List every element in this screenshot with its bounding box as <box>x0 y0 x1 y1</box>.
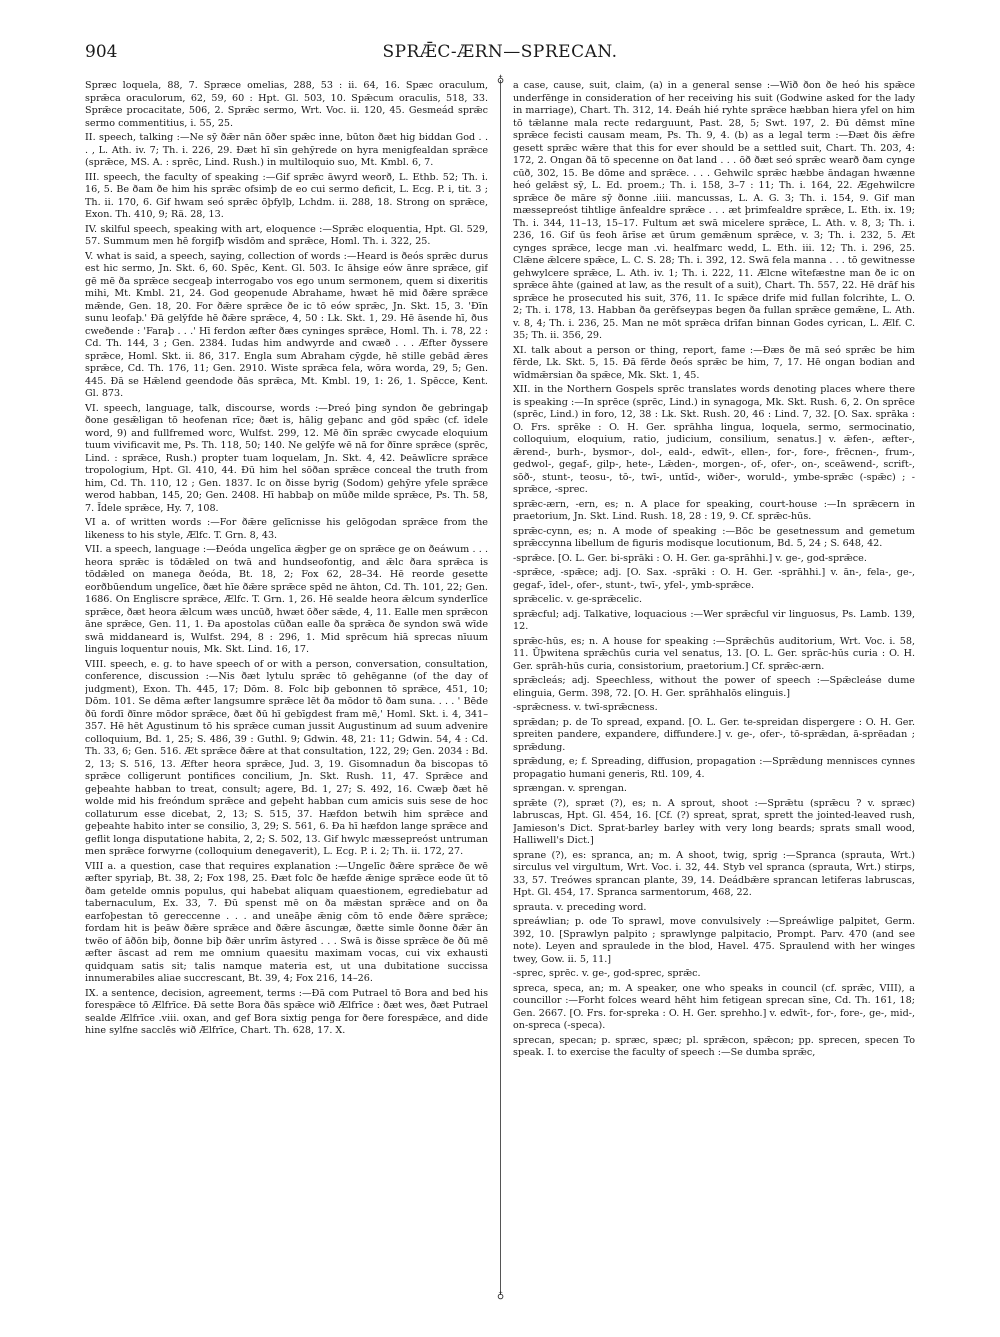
entry-paragraph: VIII a. a question, case that requires explanation :—Ungelīc ðǣre sprǣce ðe wē æfter spyriaþ, Bt. 38, 2; Fox 198, 25. Ðæt folc ðe hæfde ǣnige sprǣce eode ūt tō ðam getelde omnis populus, qui habebat aliquam quaestionem, egrediebatur ad tabernaculum, Ex. 33, 7. Ðū spenst mē on ða mǣstan sprǣce and on ða earfoþestan tō gereccenne . . . and uneāþe ǣnig cōm tō ende ðǣre sprǣce; fordam hit is þeāw ðǣre sprǣce and ðǣre āscungæ, ðætte simle ðonne ðǣr ān twëo of āðōn biþ, ðonne biþ ðǣr unrīm āstyred . . . Swā is ðisse sprǣce ðe ðū mē æfter āscast ad rem me omnium quaesitu maximam vocas, cui vix exhausti quidquam satis sit; talis namque materia est, ut una dubitatione succissa innumerabiles aliae succrescant, Bt. 39, 4; Fox 216, 14–26. <box>85 860 488 984</box>
dictionary-entry: sprǣc-ærn, -ern, es; n. A place for speaking, court-house :—In sprǣcern in praetorium, Jn. Skt. Lind. Rush. 18, 28 : 19, 9. Cf. sprǣc-hūs. <box>513 498 915 522</box>
entry-paragraph: V. what is said, a speech, saying, collection of words :—Heard is ðeós sprǣc durus est hic sermo, Jn. Skt. 6, 60. Spēc, Kent. Gl. 503. Ic āhsige eów ānre sprǣce, gif gē mē ða sprǣce secgeaþ interrogabo vos ego unum sermonem, quem si dixeritis mihi, Mt. Kmbl. 21, 24. God geopenude Abrahame, hwæt hē mid ðǣre sprǣce mǣnde, Gen. 18, 20. For ðǣre sprǣce ðe ic tō eów sprǣc, Jn. Skt. 15, 3. 'Ðīn sunu leofaþ.' Ðā gelȳfde hē ðǣre sprǣce, 4, 50 : Lk. Skt. 1, 29. Hē āsende hī, ðus cweðende : 'Faraþ . . .' Hī ferdon æfter ðæs cyninges sprǣce, Homl. Th. i. 78, 22 : Cd. Th. 144, 3 ; Gen. 2384. Iudas him andwyrde and cwæð . . . Æfter ðyssere sprǣce, Homl. Skt. ii. 86, 317. Engla sum Abraham cȳgde, hē stille gebād ǣres sprǣce, Cd. Th. 176, 11; Gen. 2910. Wiste sprǣca fela, wōra worda, 29, 5; Gen. 445. Ðā se Hǣlend geendode ðās sprǣca, Mt. Kmbl. 19, 1: 26, 1. Spēcce, Kent. Gl. 873. <box>85 250 488 399</box>
divider-bottom-ornament: ♁ <box>496 1290 505 1301</box>
entry-paragraph: VIII. speech, e. g. to have speech of or with a person, conversation, consultation, conference, discussion :—Nis ðæt lytulu sprǣc tō gehēganne (of the day of judgment), Exon. Th. 445, 17; Dōm. 8. Folc biþ gebonnen tō sprǣce, 451, 10; Dōm. 101. Se dēma æfter langsumre sprǣce lēt ða mōdor tō ðam suna. . . . ' Bēde ðū fordī ðīnre mōdor sprǣce, ðæt ðū hī gebīgdest fram mē,' Homl. Skt. i. 4, 341–357. Hē hēt Agustinum tō his sprǣce cuman jussit Augustinum ad suum advenire colloquium, Bd. 1, 25; S. 486, 39 : Guthl. 9; Gdwin. 48, 21: 11; Gdwin. 54, 4 : Cd. Th. 33, 6; Gen. 516. Æt sprǣce ðǣre at that consultation, 122, 29; Gen. 2034 : Bd. 2, 13; S. 516, 13. Æfter heora sprǣce, Jud. 3, 19. Gisomnadun ða biscopas tō sprǣce colligerunt pontifices concilium, Jn. Skt. Rush. 11, 47. Sprǣce and geþeahte habban to treat, consult; agere, Bd. 1, 27; S. 492, 16. Cwæþ ðæt hē wolde mid his freóndum sprǣce and geþeht habban cum amicis suis sese de hoc collaturum esse dicebat, 2, 13; S. 515, 37. Hæfdon betwih him sprǣce and geþeahte habito inter se consilio, 3, 29; S. 561, 6. Ða hī hæfdon lange sprǣce and geflit longa disputatione habita, 2, 2; S. 502, 13. Gif hwylc mæssepreóst untruman men sprǣce forwyrne (colloquium denegaverit), L. Ecg. P. i. 2; Th. ii. 172, 27. <box>85 658 488 857</box>
dictionary-entry: sprǣc-cynn, es; n. A mode of speaking :—Bōc be gesetnessum and gemetum sprǣccynna libellum de figuris modisque locutionum, Bd. 5, 24 ; S. 648, 42. <box>513 525 915 549</box>
entry-paragraph: III. speech, the faculty of speaking :—Gif sprǣc āwyrd weorð, L. Ethb. 52; Th. i. 16, 5. Be ðam ðe him his sprǣc ofsimþ de eo cui sermo deficit, L. Ecg. P. i, tit. 3 ; Th. ii. 170, 6. Gif hwam seó sprǣc ōþfylþ, Lchdm. ii. 288, 18. Strong on sprǣce, Exon. Th. 410, 9; Rä. 28, 13. <box>85 171 488 220</box>
dictionary-entry: sprauta. v. preceding word. <box>513 901 647 913</box>
dictionary-entry: -sprǣce. [O. L. Ger. bi-sprāki : O. H. Ger. ga-sprāhhi.] v. ge-, god-sprǣce. <box>513 552 867 564</box>
dictionary-entry: sprǣcelic. v. ge-sprǣcelic. <box>513 594 643 605</box>
page-number: 904 <box>85 42 118 62</box>
entry-paragraph: II. speech, talking :—Ne sȳ ðǣr nān ōðer spǣc inne, būton ðæt hig biddan God . . . , L. Ath. iv. 7; Th. i. 226, 29. Ðæt hī sīn gehȳrede on hyra menigfealdan sprǣce (sprǣce, MS. A. : sprēc, Lind. Rush.) in multiloquio suo, Mt. Kmbl. 6, 7. <box>85 132 488 168</box>
dictionary-entry: -sprec, sprēc. v. ge-, god-sprec, sprǣc. <box>513 968 701 979</box>
dictionary-entry: spreca, speca, an; m. A speaker, one who speaks in council (cf. sprǣc, VIII), a councillor :—Forht folces weard hēht him fetigean sprecan sīne, Cd. Th. 161, 18; Gen. 2667. [O. Frs. for-spreka : O. H. Ger. sprehho.] v. edwīt-, for-, fore-, ge-, mid-, on-spreca (-speca). <box>513 982 915 1031</box>
column-divider <box>500 80 501 1295</box>
right-column <box>513 80 915 1280</box>
left-column <box>85 80 488 1280</box>
dictionary-entry: sprǣc-hūs, es; n. A house for speaking :—Sprǣchūs auditorium, Wrt. Voc. i. 58, 11. Ūþwitena sprǣchūs curia vel senatus, 13. [O. L. Ger. sprāc-hūs curia : O. H. Ger. sprāh-hūs curia, consistorium, praetorium.] Cf. sprǣc-ærn. <box>513 635 915 672</box>
running-head: SPRǢC-ÆRN—SPRECAN. <box>382 42 618 62</box>
entry-paragraph: VI a. of written words :—For ðǣre gelīcnisse his gelōgodan sprǣce from the likeness to his style, Ælfc. T. Grn. 8, 43. <box>85 517 488 541</box>
entry-paragraph: XII. in the Northern Gospels sprēc translates words denoting places where there is speaking :—In sprēce (sprēc, Lind.) in synagoga, Mk. Skt. Rush. 6, 2. On sprēce (sprēc, Lind.) in foro, 12, 38 : Lk. Skt. Rush. 20, 46 : Lind. 7, 32. [O. Sax. sprāka : O. Frs. sprēke : O. H. Ger. sprāhha lingua, loquela, sermo, sermocinatio, colloquium, eloquium, ratio, judicium, consilium, senatus.] v. ǣfen-, æfter-, ǣrend-, burh-, bysmor-, dol-, eald-, edwīt-, ellen-, for-, fore-, frēcnen-, frum-, gedwol-, gegaf-, gilp-, hete-, Lǣden-, morgen-, of-, ofer-, on-, sceāwend-, scrift-, sōð-, stunt-, teosu-, tō-, twī-, untīd-, wiðer-, woruld-, ymbe-sprǣc (-spǣc) ; -sprǣce, -sprec. <box>513 384 915 495</box>
dictionary-entry: sprane (?), es: spranca, an; m. A shoot, twig, sprig :—Spranca (sprauta, Wrt.) sirculus vel virgultum, Wrt. Voc. i. 32, 44. Styb vel spranca (sprauta, Wrt.) stirps, 33, 57. Treówes sprancan plante, 39, 14. Deádbǣre sprancan letiferas labruscas, Hpt. Gl. 454, 17. Spranca sarmentorum, 468, 22. <box>513 849 915 898</box>
dictionary-entry: -sprǣcness. v. twī-sprǣcness. <box>513 702 658 713</box>
entry-paragraph: IV. skilful speech, speaking with art, eloquence :—Sprǣc eloquentia, Hpt. Gl. 529, 57. Summum men hē forgifþ wīsdōm and sprǣce, Homl. Th. i. 322, 25. <box>85 223 488 247</box>
dictionary-entry: spreáwlian; p. ode To sprawl, move convulsively :—Spreáwlige palpitet, Germ. 392, 10. [Sprawlyn palpito ; sprawlynge palpitacio, Prompt. Parv. 470 (and see note). Leyen and spraulede in the blod, Havel. 475. Spraulend with her winges twey, Gow. ii. 5, 11.] <box>513 916 915 965</box>
dictionary-entry: sprǣcful; adj. Talkative, loquacious :—Wer sprǣcful vir linguosus, Ps. Lamb. 139, 12. <box>513 608 915 632</box>
entry-paragraph: VI. speech, language, talk, discourse, words :—Þreó þing syndon ðe gebringaþ ðone gesǣligan tō heofenan rīce; ðæt is, hālig geþanc and gōd spǣc (cf. īdele word, 9) and fullfremed worc, Wulfst. 299, 12. Mē ðīn sprǣc cwycade eloquium tuum vivificavit me, Ps. Th. 118, 50; 140. Ne gelȳfe wē nā for ðīnre sprǣce (sprēc, Lind. : sprǣce, Rush.) propter tuam loquelam, Jn. Skt. 4, 42. Þeāwlīcre sprǣce tropologium, Hpt. Gl. 410, 44. Ðū him hel sōðan sprǣce conceal the truth from him, Cd. Th. 110, 12 ; Gen. 1837. Ic on ðisse byrig (Sodom) gehȳre yfele sprǣce werod habban, 145, 20; Gen. 2408. Hī habbaþ on mūðe milde sprǣce, Ps. Th. 58, 7. Īdele sprǣce, Hy. 7, 108. <box>85 402 488 514</box>
dictionary-entry: sprængan. v. sprengan. <box>513 783 627 794</box>
entry-paragraph: IX. a sentence, decision, agreement, terms :—Ðā com Putrael tō Bora and bed his forespǣce tō Ælfrīce. Ðā sette Bora ðās spǣce wið Ælfrīce : ðæt wes, ðæt Putrael sealde Ælfrīce .viii. oxan, and gef Bora sixtig penga for ðere forespǣce, and dide hine sylfne sacclēs wið Ælfrīce, Chart. Th. 628, 17. X. <box>85 987 488 1036</box>
dictionary-entry: sprǣdung, e; f. Spreading, diffusion, propagation :—Sprǣdung mennisces cynnes propagatio humani generis, Rtl. 109, 4. <box>513 756 915 780</box>
dictionary-entry: -sprǣce, -spǣce; adj. [O. Sax. -sprāki : O. H. Ger. -sprāhhi.] v. ān-, fela-, ge-, gegaf-, īdel-, ofer-, stunt-, twī-, yfel-, ymb-sprǣce. <box>513 567 915 591</box>
dictionary-entry: sprecan, specan; p. spræc, spæc; pl. sprǣcon, spǣcon; pp. sprecen, specen To speak. I. to exercise the faculty of speech :—Se dumba sprǣc, <box>513 1034 915 1058</box>
dictionary-entry: sprǣte (?), spræt (?), es; n. A sprout, shoot :—Sprǣtu (sprǣcu ? v. spræc) labruscas, Hpt. Gl. 454, 16. [Cf. (?) spreat, sprat, sprett the jointed-leaved rush, Jamieson's Dict. Sprat-barley barley with very long beards; sprats small wood, Halliwell's Dict.] <box>513 797 915 846</box>
dictionary-entry: sprǣcleás; adj. Speechless, without the power of speech :—Spǣcleáse dume elinguia, Germ. 398, 72. [O. H. Ger. sprāhhalōs elinguis.] <box>513 675 915 699</box>
entry-paragraph: VII. a speech, language :—Ðeóda ungelīca ǣgþer ge on sprǣce ge on ðeáwum . . . heora sprǣc is tōdǣled on twā and hundseofontig, and ǣlc ðara sprǣca is tōdǣled on manega ðeóda, Bt. 18, 2; Fox 62, 28–34. Hē reorde gesette eorðbūendum ungelīce, ðæt hīe ðǣre sprǣce spēd ne āhton, Cd. Th. 101, 22; Gen. 1686. On Engliscre sprǣce, Ælfc. T. Grn. 1, 26. Hē sealde heora ǣlcum synderlīce sprǣce, ðæt heora ǣlcum wæs uncūð, hwæt ōðer sǣde, 4, 11. Ealle men sprǣcon āne sprǣce, Gen. 11, 1. Ða apostolas cūðan ealle ða sprǣca ðe syndon swā wīde swā middaneard is, Wulfst. 294, 8 : 296, 1. Mid sprēcum hiā sprecas nīuum linguis loquentur nouis, Mk. Skt. Lind. 16, 17. <box>85 544 488 655</box>
page-header <box>85 42 915 72</box>
divider-top-ornament: ♁ <box>496 74 505 85</box>
dictionary-entry: sprǣdan; p. de To spread, expand. [O. L. Ger. te-spreidan dispergere : O. H. Ger. spreiten pandere, expandere, diffundere.] v. ge-, ofer-, tō-sprǣdan, ā-sprēadan ; sprǣdung. <box>513 716 915 753</box>
entry-paragraph: Spræc loquela, 88, 7. Spræce omelias, 288, 53 : ii. 64, 16. Spæc oraculum, sprǣca oraculorum, 62, 59, 60 : Hpt. Gl. 503, 10. Spǣcum oraculis, 518, 33. Sprǣce procacitate, 506, 2. Sprǣc sermo, Wrt. Voc. ii. 120, 45. Gesmeád sprǣc sermo commentitius, i. 55, 25. <box>85 80 488 129</box>
entry-paragraph: XI. talk about a person or thing, report, fame :—Ðæs ðe mā seó sprǣc be him fērde, Lk. Skt. 5, 15. Ðā fērde ðeós sprǣc be him, 7, 17. Hē ongan bodian and wīdmǣrsian ða spǣce, Mk. Skt. 1, 45. <box>513 344 915 381</box>
entry-paragraph: a case, cause, suit, claim, (a) in a general sense :—Wið ðon ðe heó his spǣce underfēnge in consideration of her receiving his suit (Godwine asked for the lady in marriage), Chart. Th. 312, 14. Ðeáh hié ryhte sprǣce hæbban hiera yfel on him tō tǣlanne mala recte redarguunt, Past. 28, 5; Swt. 197, 2. Ðū dēmst mīne sprǣce fecisti causam meam, Ps. Th. 9, 4. (b) as a legal term :—Ðæt ðis ǣfre gesett sprǣc wǣre that this for ever should be a settled suit, Chart. Th. 203, 4: 172, 2. Ongan ðā tō specenne on ðat land . . . ōð ðæt seó sprǣc wearð ðam cynge cūð, 302, 15. Be dōme and sprǣce. . . . Gehwilc sprǣc hæbbe āndagan hwænne heó gelǣst sȳ, L. Ed. proem.; Th. i. 158, 3–7 : 11; Th. i. 164, 22. Ægehwilcre sprǣce ðe māre sȳ ðonne .iiii. mancussas, L. A. G. 3; Th. i. 154, 9. Gif man mæssepreóst tihtlige ānfealdre sprǣce . . . æt þrimfealdre sprǣce, L. Eth. ix. 19; Th. i. 344, 11–13, 15–17. Fultum æt swā micelere sprǣce, L. Ath. v. 8, 3; Th. i. 236, 16. Gif ūs feoh ārīse æt ūrum gemǣnum sprǣce, v. 3; Th. i. 232, 5. Æt cynges sprǣce, lecge man .vi. healfmarc wedd, L. Eth. iii. 12; Th. i. 296, 25. Clǣne ǣlcere spǣce, L. C. S. 28; Th. i. 392, 12. Swā fela manna . . . tō gewitnesse gehwylcere sprǣce, L. Ath. iv. 1; Th. i. 222, 11. Ælcne wītefæstne man ðe ic on sprǣce āhte (gained at law, as the result of a suit), Chart. Th. 557, 22. Hē drāf his sprǣce he prosecuted his suit, 376, 11. Ic spǣce drife mid fullan folcrihte, L. O. 2; Th. i. 178, 13. Habban ða gerēfseypas begen ða fullan sprǣce gemǣne, L. Ath. v. 8, 4; Th. i. 236, 25. Man ne mōt sprǣca drīfan binnan Godes cyrican, L. Ælf. C. 35; Th. ii. 356, 29. <box>513 80 915 341</box>
